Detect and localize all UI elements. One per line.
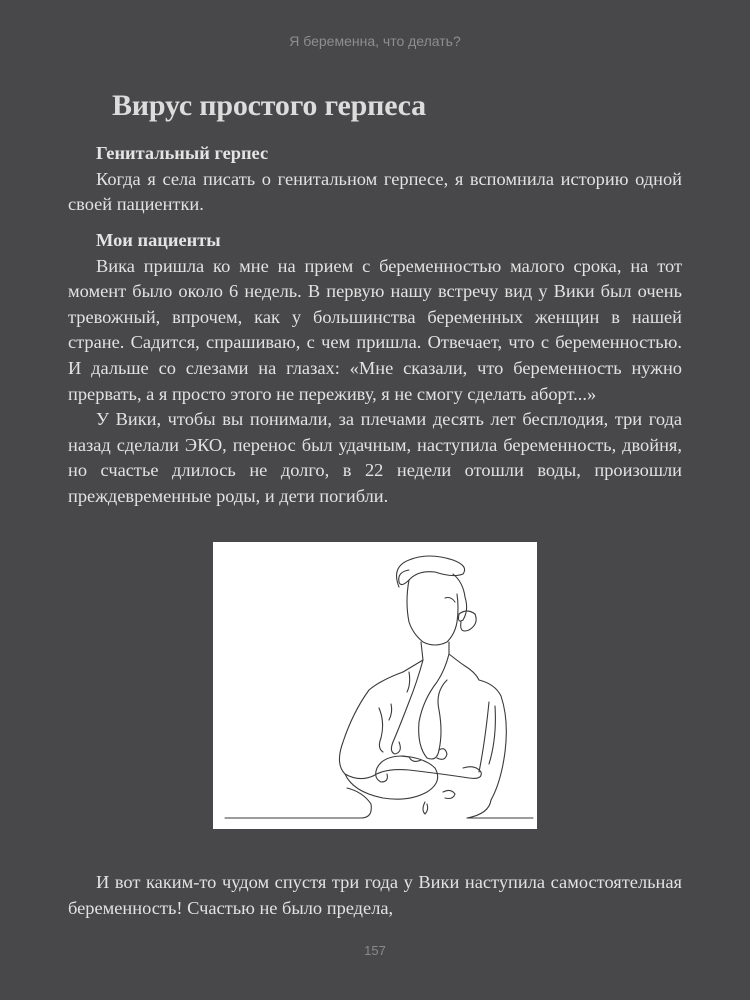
- continuation-text: [68, 870, 682, 921]
- doctor-illustration-icon: [213, 542, 537, 829]
- running-header: Я беременна, что делать?: [289, 33, 461, 49]
- section-heading: Мои пациенты: [96, 230, 221, 250]
- doctor-line-drawing-image: [213, 542, 537, 829]
- page-number: 157: [364, 943, 386, 958]
- chapter-title: Вирус простого герпеса: [112, 89, 426, 122]
- paragraph: И вот каким-то чудом спустя три года у Вики наступила самостоятельная беременность! Счастью не было предела,: [68, 872, 682, 918]
- section-heading: Генитальный герпес: [96, 143, 269, 163]
- paragraph: Вика пришла ко мне на прием с беременностью малого срока, на тот момент было около 6 недель. В первую нашу встречу вид у Вики был очень тревожный, впрочем, как у большинства беременных женщин в нашей стране. Садится, спрашиваю, с чем пришла. Отвечает, что с беременностью. И дальше со слезами на глазах: «Мне сказали, что беременность нужно прервать, а я просто этого не переживу, я не смогу сделать аборт...»: [68, 255, 682, 404]
- paragraph: У Вики, чтобы вы понимали, за плечами десять лет бесплодия, три года назад сделали ЭКО, перенос был удачным, наступила беременность, двойня, но счастье длилось не долго, в 22 недели отошли воды, произошли преждевременные роды, и дети погибли.: [68, 409, 682, 506]
- paragraph: Когда я села писать о генитальном герпесе, я вспомнила историю одной своей пациентки.: [68, 168, 682, 215]
- section-my-patients: [68, 228, 682, 510]
- section-genital-herpes: [68, 141, 682, 218]
